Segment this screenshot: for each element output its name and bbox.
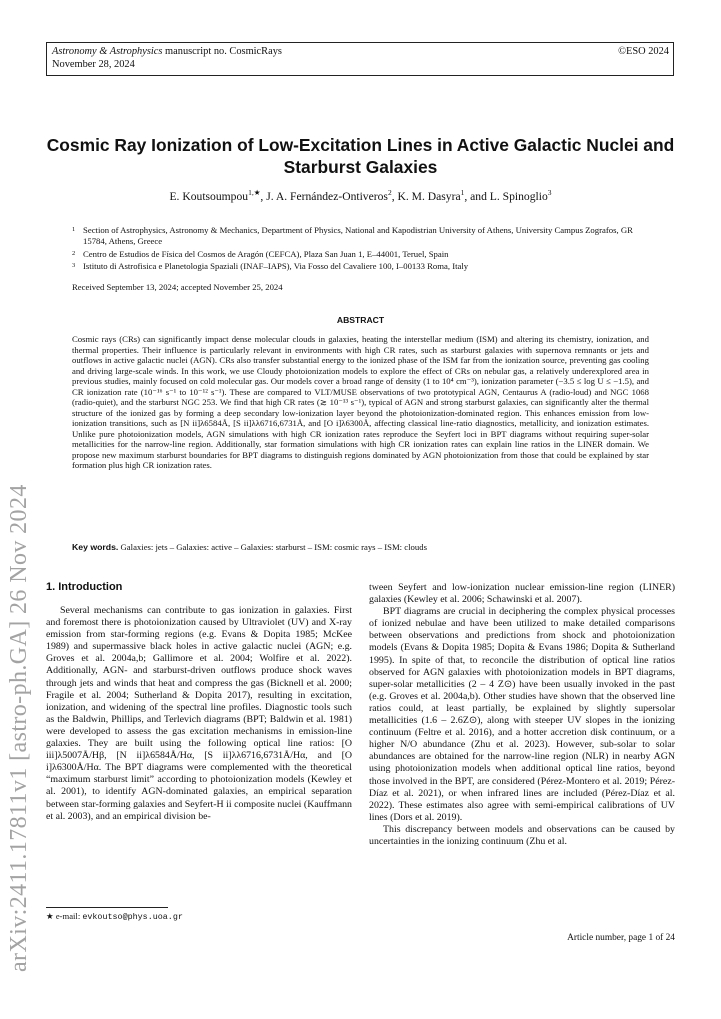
author-list — [40, 188, 681, 203]
affiliation-1 — [72, 225, 652, 246]
journal-line — [52, 46, 282, 57]
author-2-sup: 2 — [387, 188, 392, 197]
left-column — [46, 605, 352, 823]
footnote — [46, 911, 183, 922]
abstract-text: Cosmic rays (CRs) can significantly impact dense molecular clouds in galaxies, heating the interstellar medium (ISM) and altering its chemistry, ionization, and thermal properties. Their influence is particularly relevant in environments with high CR rates, such as starburst galaxies with supernova remnants or jets and outflows in active galactic nuclei (AGN). CRs also transfer substantial energy to the ionized phase of the ISM far from the ionization source, preventing gas cooling and driving large-scale winds. In this work, we use Cloudy photoionization models to explore the effect of CRs on nebular gas, a relatively underexplored area in previous studies, mainly focused on cold molecular gas. Our models cover a broad range of density (1 to 10⁴ cm⁻³), ionization parameter (−3.5 ≤ log U ≤ −1.5), and CR ionization rate (10⁻¹⁶ s⁻¹ to 10⁻¹² s⁻¹). These are compared to VLT/MUSE observations of two prototypical AGN, Centaurus A (radio-loud) and NGC 1068 (radio-quiet), and the starburst NGC 253. We find that high CR rates (≳ 10⁻¹³ s⁻¹), typical of AGN and strong starburst galaxies, can significantly alter the thermal structure of the ionized gas by forming a deep secondary low-ionization layer beyond the photoionization-dominated region. This enhances emission from low-ionization transitions, such as [N ii]λ6584Å, [S ii]λλ6716,6731Å, and [O i]λ6300Å, affecting classical line-ratio diagnostics, metallicity, and ionization estimates. Unlike pure photoionization models, AGN simulations with high CR ionization rates reproduce the Seyfert loci in BPT diagrams without requiring super-solar metallicities for the narrow-line region. Additionally, star formation simulations with high CR ionization rates can explain line ratios in the LINER domain. We propose new maximum starburst boundaries for BPT diagrams to distinguish regions dominated by AGN photoionization from those that could be explained by star formation plus high CR ionization rates. — [72, 334, 649, 470]
journal-name: Astronomy & Astrophysics — [52, 46, 163, 57]
keywords — [72, 542, 649, 552]
paragraph: tween Seyfert and low-ionization nuclear emission-line region (LINER) galaxies (Kewley et al. 2006; Schawinski et al. 2007). — [369, 582, 675, 606]
section-heading: 1. Introduction — [46, 581, 123, 593]
author-4: , and L. Spinoglio — [464, 189, 548, 203]
footnote-label: e-mail: — [53, 911, 83, 921]
paragraph: BPT diagrams are crucial in deciphering the complex physical processes of ionized nebulae and have been utilized to make detailed comparisons between observations and predictions from shock and photoionization models (Evans & Dopita 1985; Dopita & Evans 1986; Dopita & Sutherland 1995). In spite of that, to reconcile the distribution of optical line ratios observed for AGN galaxies with photoionization models in BPT diagrams, super-solar metallicities (2 – 4 Z⊙) have been usually invoked in the past (e.g. Groves et al. 2004a,b). Other studies have shown that the observed line ratios could, at least partially, be explained by slightly supersolar metallicities (1.6 – 2.6Z⊙), along with steeper UV slopes in the ionizing continuum (Feltre et al. 2016), and a hotter accretion disk continuum, or a higher N/O abundance (Zhu et al. 2023). However, sub-solar to solar abundances are obtained for the narrow-line region (NLR) in nearby AGN using photoionization models when additional optical line ratios, beyond those involved in the BPT, are considered (Pérez-Montero et al. 2019; Pérez-Díaz et al. 2021), or when infrared lines are included (Pérez-Díaz et al. 2022). These estimates also agree with semi-empirical calibrations of UV lines (Dors et al. 2019). — [369, 606, 675, 823]
email-link[interactable]: evkoutso@phys.uoa.gr — [82, 912, 183, 922]
footnote-star: ★ — [46, 911, 54, 921]
keywords-text: Galaxies: jets – Galaxies: active – Galaxies: starburst – ISM: cosmic rays – ISM: clouds — [118, 542, 427, 552]
manuscript-date: November 28, 2024 — [52, 59, 135, 70]
keywords-label: Key words. — [72, 542, 119, 552]
author-2: , J. A. Fernández-Ontiveros — [260, 189, 388, 203]
author-4-sup: 3 — [547, 188, 552, 197]
article-number: Article number, page 1 of 24 — [567, 933, 675, 943]
affiliation-2 — [72, 249, 652, 260]
affiliation-1-text: Section of Astrophysics, Astronomy & Mechanics, Department of Physics, National and Kapodistrian University of Athens, University Campus Zografos, GR 15784, Athens, Greece — [83, 225, 633, 246]
affiliation-2-num: 2 — [72, 250, 76, 257]
arxiv-stamp: arXiv:2411.17811v1 [astro-ph.GA] 26 Nov 2024 — [6, 484, 32, 972]
paragraph: This discrepancy between models and observations can be caused by uncertainties in the ionizing continuum (Zhu et al. — [369, 823, 675, 847]
copyright: ©ESO 2024 — [618, 46, 669, 57]
received-dates: Received September 13, 2024; accepted November 25, 2024 — [72, 282, 283, 292]
manuscript-id: manuscript no. CosmicRays — [162, 46, 282, 57]
affiliation-3 — [72, 261, 652, 272]
affiliation-3-num: 3 — [72, 262, 76, 269]
author-1: E. Koutsoumpou — [169, 189, 249, 203]
affiliation-2-text: Centro de Estudios de Física del Cosmos de Aragón (CEFCA), Plaza San Juan 1, E–44001, Teruel, Spain — [83, 249, 449, 259]
paragraph: Several mechanisms can contribute to gas ionization in galaxies. First and foremost there is photoionization caused by Ultraviolet (UV) and X-ray emission from star-forming regions (e.g. Evans & Dopita 1985; McKee 1989) and supermassive black holes in active galactic nuclei (AGN; e.g. Groves et al. 2004a,b; Gallimore et al. 2004; Wolfire et al. 2022). Additionally, AGN- and starburst-driven outflows produce shock waves through jets and winds that heat and compress the gas (Bicknell et al. 2000; Fragile et al. 2004; Sutherland & Dopita 2017), resulting in excitation, ionization, and widening of the spectral line profiles. Diagnostic tools such as the Baldwin, Phillips, and Terlevich diagrams (BPT; Baldwin et al. 1981) were developed to assess the gas excitation mechanisms in emission-line galaxies. They are built using the following optical line ratios: [O iii]λ5007Å/Hβ, [N ii]λ6584Å/Hα, [S ii]λλ6716,6731Å/Hα, and [O i]λ6300Å/Hα. The BPT diagrams were complemented with the theoretical “maximum starburst limit” according to photoionization models (Kewley et al. 2001), to identify AGN-dominated galaxies, an empirical separation between star-forming galaxies and Seyfert-H ii composite nuclei (Kauffmann et al. 2003), and an empirical division be- — [46, 605, 352, 822]
author-3: , K. M. Dasyra — [391, 189, 461, 203]
author-3-sup: 1 — [460, 188, 465, 197]
paper-title: Cosmic Ray Ionization of Low-Excitation Lines in Active Galactic Nuclei and Starburst Galaxies — [46, 135, 675, 177]
footnote-rule — [46, 907, 168, 908]
abstract-heading: ABSTRACT — [336, 315, 385, 325]
affiliation-3-text: Istituto di Astrofisica e Planetologia Spaziali (INAF–IAPS), Via Fosso del Cavaliere 100, I–00133 Roma, Italy — [83, 261, 469, 271]
author-1-sup: 1,★ — [248, 188, 261, 197]
affiliation-1-num: 1 — [72, 226, 76, 233]
right-column — [369, 582, 675, 848]
